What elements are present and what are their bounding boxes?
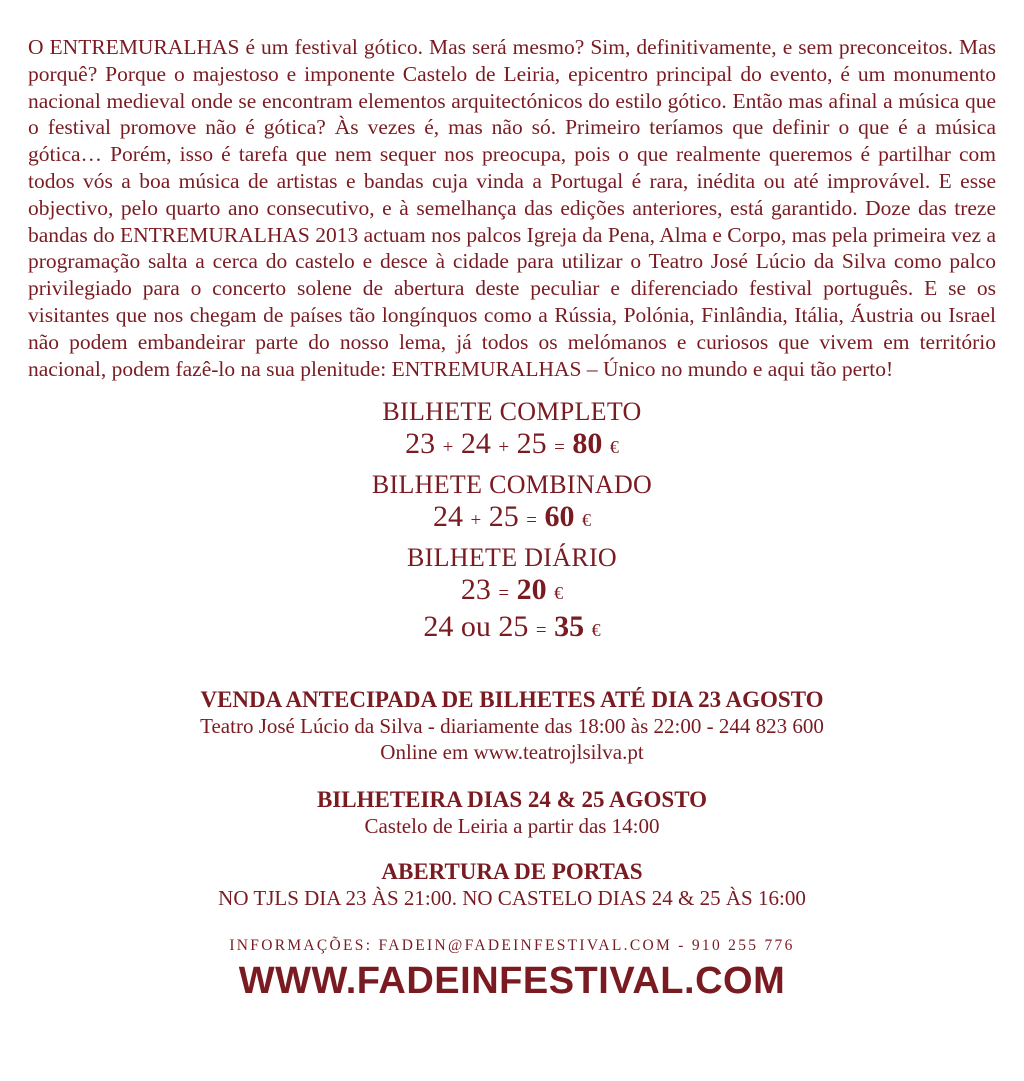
ticket-combinado — [28, 470, 996, 537]
plus-sign: + — [470, 510, 482, 532]
day: 25 — [488, 500, 519, 534]
equals-sign: = — [554, 437, 565, 459]
euro-sign: € — [554, 583, 564, 604]
price: 35 — [554, 610, 585, 644]
plus-sign: + — [498, 437, 510, 459]
ticket-completo-label: BILHETE COMPLETO — [382, 397, 642, 427]
equals-sign: = — [535, 620, 547, 642]
ticket-combinado-price-line — [28, 500, 996, 537]
price: 80 — [572, 427, 603, 461]
sales-info — [28, 687, 996, 911]
bilheteira-title: BILHETEIRA DIAS 24 & 25 AGOSTO — [316, 787, 708, 813]
day: 25 — [516, 427, 547, 461]
intro-paragraph: O ENTREMURALHAS é um festival gótico. Mas será mesmo? Sim, definitivamente, e sem preconceitos. Mas porquê? Porque o majestoso e imponente Castelo de Leiria, epicentro principal do evento, é um monumento nacional medieval onde se encontram elementos arquitectónicos do estilo gótico. Então mas afinal a música que o festival promove não é gótica? Às vezes é, mas não só. Primeiro teríamos que definir o que é a música gótica… Porém, isso é tarefa que nem sequer nos preocupa, pois o que realmente queremos é partilhar com todos vós a boa música de artistas e bandas cuja vinda a Portugal é rara, inédita ou até improvável. E esse objectivo, pelo quarto ano consecutivo, e à semelhança das edições anteriores, está garantido. Doze das treze bandas do ENTREMURALHAS 2013 actuam nos palcos Igreja da Pena, Alma e Corpo, mas pela primeira vez a programação salta a cerca do castelo e desce à cidade para utilizar o Teatro José Lúcio da Silva como palco privilegiado para o concerto solene de abertura deste peculiar e diferenciado festival português. E se os visitantes que nos chegam de países tão longínquos como a Rússia, Polónia, Finlândia, Itália, Áustria ou Israel não podem embandeirar parte do nosso lema, já todos os melómanos e curiosos que vivem em território nacional, podem fazê-lo na sua plenitude: ENTREMURALHAS – Único no mundo e aqui tão perto! — [28, 35, 996, 381]
day: 23 — [405, 427, 436, 461]
ticket-diario-line-2 — [28, 610, 996, 647]
venda-title: VENDA ANTECIPADA DE BILHETES ATÉ DIA 23 AGOSTO — [200, 687, 824, 713]
ticket-completo — [28, 397, 996, 464]
ticket-completo-price-line — [28, 427, 996, 464]
abertura-line-1: NO TJLS DIA 23 ÀS 21:00. NO CASTELO DIAS 24 & 25 ÀS 16:00 — [218, 886, 806, 911]
bilheteira-line-1: Castelo de Leiria a partir das 14:00 — [364, 814, 660, 839]
venda-line-1: Teatro José Lúcio da Silva - diariamente das 18:00 às 22:00 - 244 823 600 — [200, 714, 824, 739]
equals-sign: = — [526, 510, 537, 532]
plus-sign: + — [442, 437, 454, 459]
website-url: WWW.FADEINFESTIVAL.COM — [238, 960, 786, 1003]
ticket-diario-label: BILHETE DIÁRIO — [407, 543, 617, 573]
price: 20 — [516, 573, 547, 607]
day: 24 — [433, 500, 464, 534]
days: 24 ou 25 — [423, 610, 529, 644]
equals-sign: = — [498, 583, 510, 605]
venda-line-2: Online em www.teatrojlsilva.pt — [380, 740, 644, 765]
euro-sign: € — [581, 510, 591, 531]
ticket-diario-line-1 — [28, 573, 996, 610]
ticket-combinado-label: BILHETE COMBINADO — [371, 470, 653, 500]
euro-sign: € — [609, 437, 619, 458]
abertura-title: ABERTURA DE PORTAS — [381, 859, 643, 885]
ticket-diario — [28, 543, 996, 647]
day: 24 — [460, 427, 491, 461]
contact-info: INFORMAÇÕES: FADEIN@FADEINFESTIVAL.COM - 910 255 776 — [229, 937, 795, 955]
euro-sign: € — [591, 620, 601, 641]
ticket-prices — [28, 397, 996, 647]
day: 23 — [460, 573, 491, 607]
price: 60 — [544, 500, 575, 534]
